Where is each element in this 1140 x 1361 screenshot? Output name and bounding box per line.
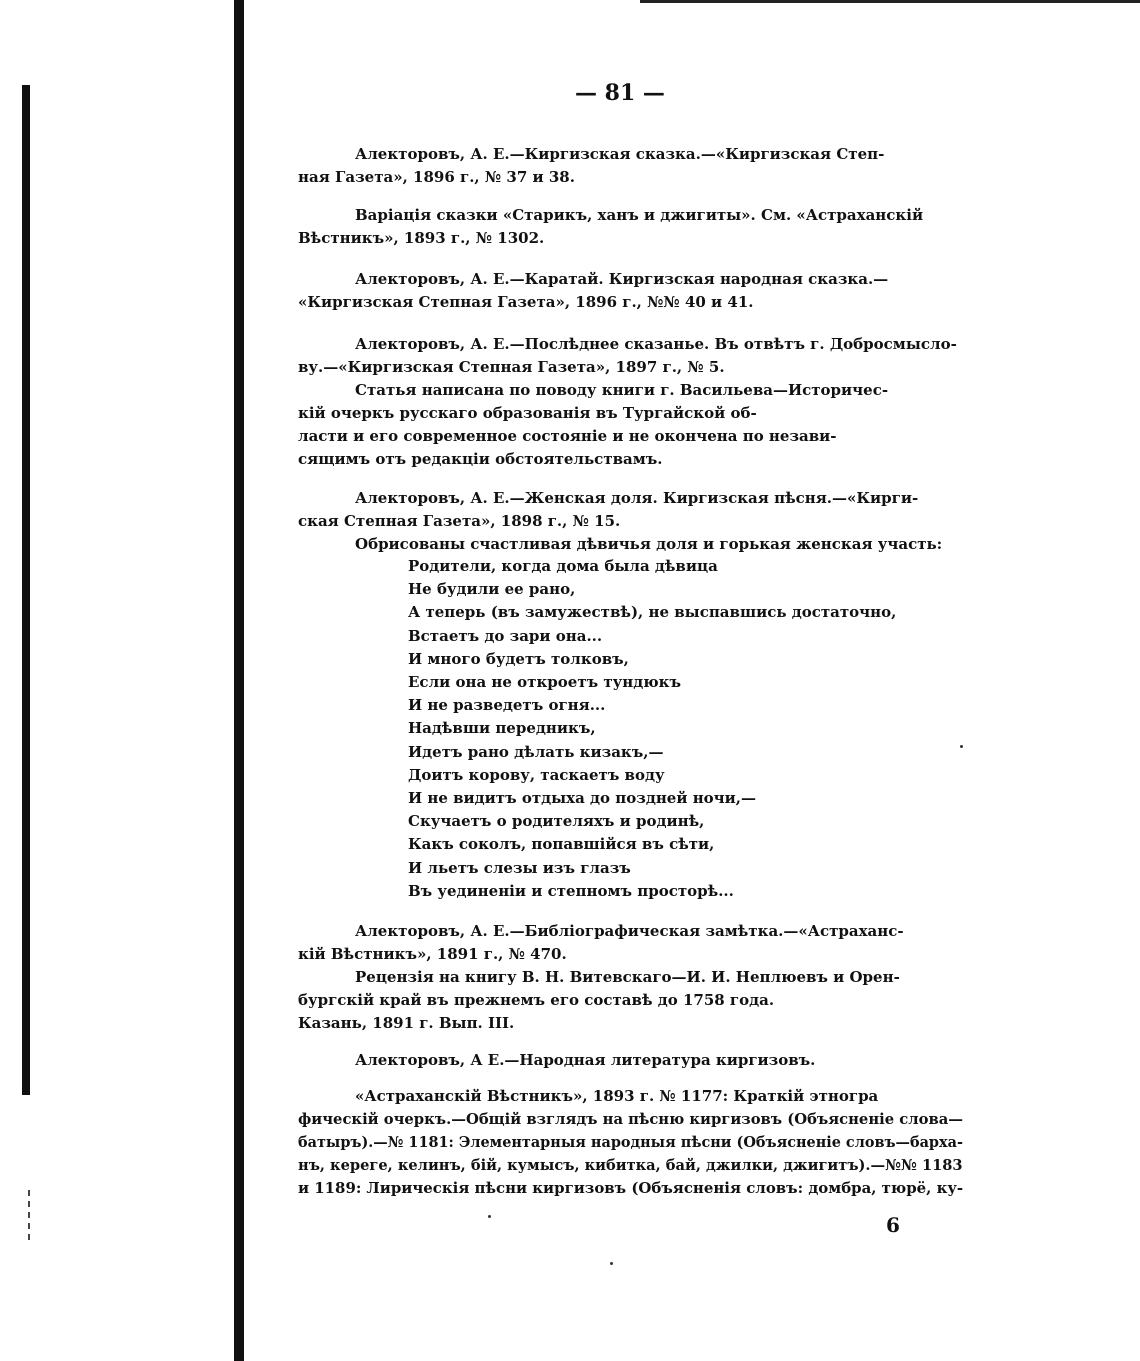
poem-line: Если она не откроетъ тундюкъ — [408, 673, 681, 692]
bibliography-entry — [298, 1085, 963, 1200]
top-rule — [640, 0, 1140, 3]
poem-line: И льетъ слезы изъ глазъ — [408, 858, 631, 877]
bibliography-entry — [298, 1049, 963, 1072]
entry-line: Рецензія на книгу В. Н. Витевскаго—И. И. Неплюевъ и Орен- — [355, 968, 900, 986]
entry-line: ву.—«Киргизская Степная Газета», 1897 г., № 5. — [298, 358, 725, 376]
poem-line: Скучаетъ о родителяхъ и родинѣ, — [408, 812, 705, 831]
scan-left-edge — [22, 85, 30, 1095]
entry-line: «Киргизская Степная Газета», 1896 г., №№ 40 и 41. — [298, 293, 754, 311]
poem-line: Доитъ корову, таскаетъ воду — [408, 765, 665, 784]
entry-line: кій очеркъ русскаго образованія въ Тургайской об- — [298, 404, 757, 422]
entry-line: батыръ).—№ 1181: Элементарныя народныя пѣсни (Объясненіе словъ—барха- — [298, 1133, 963, 1151]
scan-left-dots — [28, 1190, 33, 1240]
entry-line: Алекторовъ, А. Е.—Женская доля. Киргизская пѣсня.—«Кирги- — [355, 489, 919, 507]
scan-speck — [960, 745, 963, 748]
bibliography-entry — [298, 268, 963, 314]
entry-line: Алекторовъ, А. Е.—Послѣднее сказанье. Въ отвѣтъ г. Добросмысло- — [355, 335, 957, 353]
entry-line: фическій очеркъ.—Общій взглядъ на пѣсню киргизовъ (Объясненіе слова— — [298, 1110, 964, 1128]
poem-line: И не разведетъ огня... — [408, 696, 606, 715]
entry-line: Обрисованы счастливая дѣвичья доля и горькая женская участь: — [355, 535, 943, 553]
bibliography-entry — [298, 487, 963, 556]
entry-line: Казань, 1891 г. Вып. III. — [298, 1014, 515, 1032]
poem-line: Какъ соколъ, попавшійся въ сѣти, — [408, 835, 715, 854]
entry-line: и 1189: Лирическія пѣсни киргизовъ (Объясненія словъ: домбра, тюрё, ку- — [298, 1179, 964, 1197]
entry-line: сящимъ отъ редакціи обстоятельствамъ. — [298, 450, 663, 468]
entry-line: Алекторовъ, А. Е.—Каратай. Киргизская народная сказка.— — [355, 270, 889, 288]
bibliography-entry — [298, 204, 963, 250]
entry-line: Статья написана по поводу книги г. Васильева—Историчес- — [355, 381, 889, 399]
entry-line: Алекторовъ, А Е.—Народная литература киргизовъ. — [355, 1051, 816, 1069]
entry-line: «Астраханскій Вѣстникъ», 1893 г. № 1177: Краткій этногра — [355, 1087, 879, 1105]
entry-line: Алекторовъ, А. Е.—Киргизская сказка.—«Киргизская Степ- — [355, 145, 885, 163]
entry-line: ная Газета», 1896 г., № 37 и 38. — [298, 168, 575, 186]
poem — [408, 555, 896, 903]
scan-speck — [610, 1262, 613, 1265]
entry-line: кій Вѣстникъ», 1891 г., № 470. — [298, 945, 567, 963]
entry-line: бургскій край въ прежнемъ его составѣ до 1758 года. — [298, 991, 775, 1009]
bibliography-entry — [298, 920, 963, 1035]
bibliography-entry — [298, 333, 963, 471]
scan-speck — [488, 1215, 491, 1218]
poem-line: Не будили ее рано, — [408, 580, 576, 599]
bibliography-entry — [298, 143, 963, 189]
entry-line: Вѣстникъ», 1893 г., № 1302. — [298, 229, 545, 247]
poem-line: Встаетъ до зари она... — [408, 626, 603, 645]
poem-line: Родители, когда дома была дѣвица — [408, 557, 718, 575]
entry-line: нъ, кереге, келинъ, бій, кумысъ, кибитка, бай, джилки, джигитъ).—№№ 1183 — [298, 1156, 963, 1174]
poem-line: Надѣвши передникъ, — [408, 719, 596, 738]
binding-line — [234, 0, 244, 1361]
poem-line: А теперь (въ замужествѣ), не выспавшись достаточно, — [408, 603, 897, 622]
entry-line: Варіація сказки «Старикъ, ханъ и джигиты». См. «Астраханскій — [355, 206, 924, 224]
poem-line: Въ уединеніи и степномъ просторѣ... — [408, 881, 734, 900]
poem-line: И не видитъ отдыха до поздней ночи,— — [408, 789, 757, 808]
entry-line: Алекторовъ, А. Е.—Библіографическая замѣтка.—«Астраханс- — [355, 922, 904, 940]
printer-signature-mark: 6 — [886, 1213, 900, 1237]
poem-line: И много будетъ толковъ, — [408, 649, 629, 668]
page-number: — 81 — — [575, 80, 665, 106]
entry-line: ская Степная Газета», 1898 г., № 15. — [298, 512, 621, 530]
entry-line: ласти и его современное состояніе и не окончена по незави- — [298, 427, 837, 445]
poem-line: Идетъ рано дѣлать кизакъ,— — [408, 742, 664, 761]
